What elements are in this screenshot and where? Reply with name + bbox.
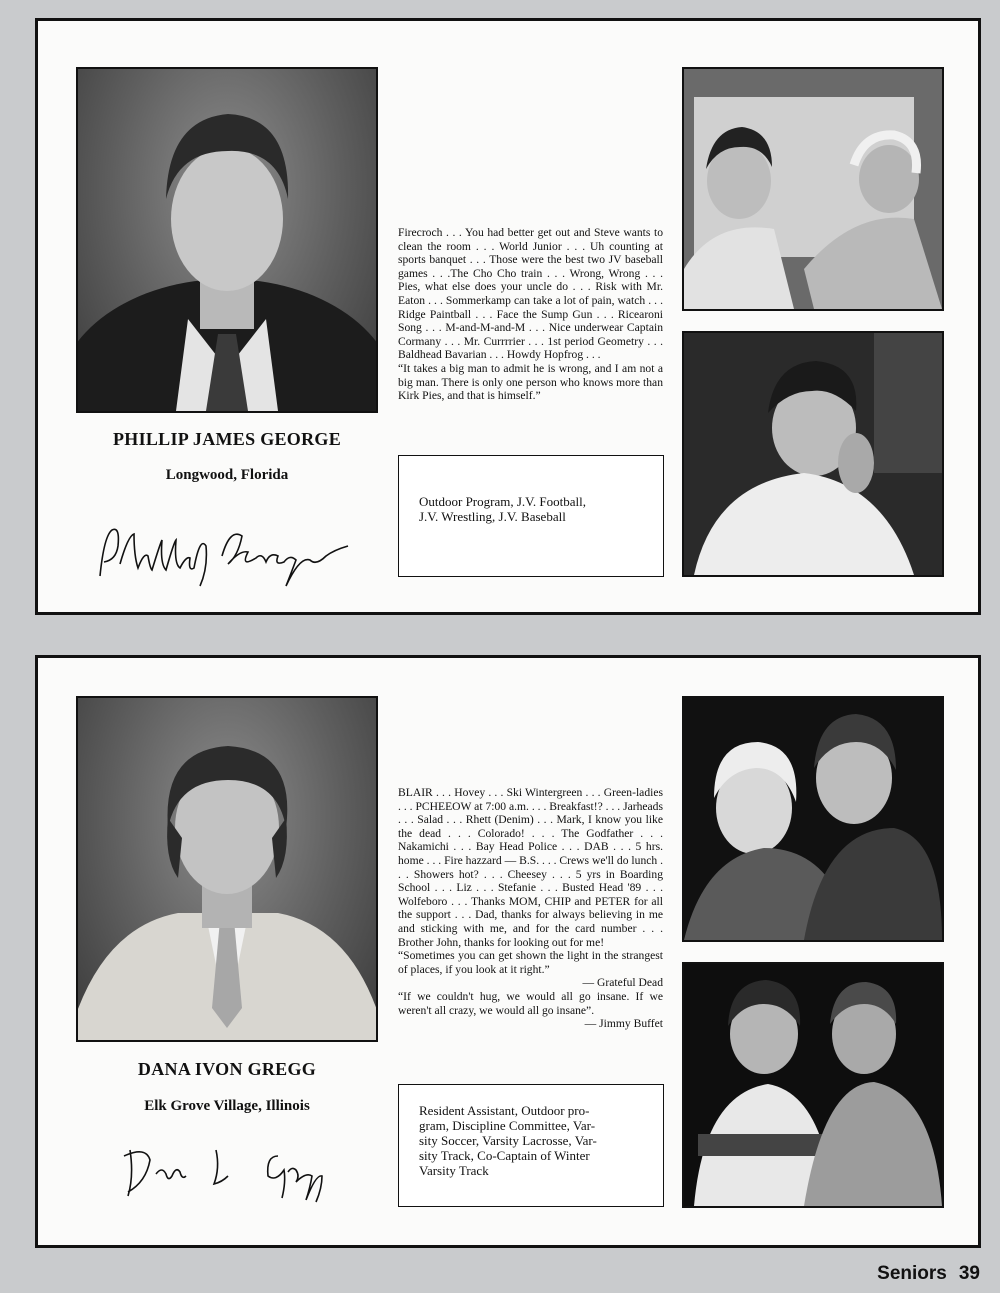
page-footer bbox=[877, 1263, 980, 1285]
senior-name: PHILLIP JAMES GEORGE bbox=[112, 429, 342, 449]
senior-portrait-photo bbox=[76, 696, 378, 1042]
senior-activities-box bbox=[398, 455, 664, 577]
senior-panel-gregg bbox=[35, 655, 981, 1248]
activities-line: sity Soccer, Varsity Lacrosse, Var- bbox=[419, 1133, 597, 1148]
activities-line: Resident Assistant, Outdoor pro- bbox=[419, 1103, 590, 1118]
page-number: 39 bbox=[958, 1263, 980, 1284]
senior-quote-paragraph: Firecroch . . . You had better get out and Steve wants to clean the room . . . World Junior . . . Uh counting at sports banquet . . . Those were the best two JV baseball games . . .The Cho Cho train . . . Wrong, Wrong . . . Pies, what else does your uncle do . . . Risk with Mr. Eaton . . . Sommerkamp can take a lot of pain, watch . . . Ridge Paintball . . . Face the Sump Gun . . . Ricearoni Song . . . M-and-M-and-M . . . Nice underwear Captain Cormany . . . Mr. Currrrier . . . 1st period Geometry . . . Baldhead Bavarian . . . Howdy Hopfrog . . . bbox=[398, 226, 663, 362]
senior-signature bbox=[116, 1136, 356, 1206]
senior-quote-attribution: — Jimmy Buffet bbox=[584, 1017, 663, 1031]
candid-photo-top bbox=[682, 696, 944, 942]
activities-line: Outdoor Program, J.V. Football, bbox=[419, 494, 586, 509]
activities-line: sity Track, Co-Captain of Winter bbox=[419, 1148, 590, 1163]
activities-line: Varsity Track bbox=[419, 1163, 489, 1178]
senior-panel-george bbox=[35, 18, 981, 615]
senior-quote-paragraph: “Sometimes you can get shown the light in the strangest of places, if you look at it right.” bbox=[398, 949, 663, 976]
senior-quote-block bbox=[398, 786, 663, 1031]
senior-portrait-photo bbox=[76, 67, 378, 413]
senior-hometown: Longwood, Florida bbox=[165, 467, 289, 483]
senior-activities-box bbox=[398, 1084, 664, 1207]
senior-quote-block bbox=[398, 226, 663, 403]
senior-quote-paragraph: BLAIR . . . Hovey . . . Ski Wintergreen . . . Green-ladies . . . PCHEEOW at 7:00 a.m. . . . Breakfast!? . . . Jarheads . . . Salad . . . Rhett (Denim) . . . Mark, I know you like the dead . . . Colorado! . . . The Godfather . . . Nakamichi . . . Bay Head Police . . . DAB . . . 5 hrs. home . . . Fire hazzard — B.S. . . . Crews we'll do lunch . . . Showers hot? . . . Cheesey . . . 5 yrs in Boarding School . . . Liz . . . Stefanie . . . Busted Head '89 . . . Wolfeboro . . . Thanks MOM, CHIP and PETER for all the support . . . Dad, thanks for always believing in me and sticking with me, and for the card number . . . Brother John, thanks for looking out for me! bbox=[398, 786, 663, 949]
candid-photo-bottom bbox=[682, 962, 944, 1208]
activities-line: J.V. Wrestling, J.V. Baseball bbox=[419, 509, 566, 524]
senior-quote-attribution: — Grateful Dead bbox=[582, 976, 663, 990]
senior-quote-paragraph: “It takes a big man to admit he is wrong, and I am not a big man. There is only one person who knows more than Kirk Pies, and that is himself.” bbox=[398, 361, 663, 403]
senior-hometown: Elk Grove Village, Illinois bbox=[144, 1098, 310, 1114]
section-label: Seniors bbox=[877, 1263, 947, 1284]
candid-photo-top bbox=[682, 67, 944, 311]
activities-line: gram, Discipline Committee, Var- bbox=[419, 1118, 596, 1133]
candid-photo-bottom bbox=[682, 331, 944, 577]
senior-name: DANA IVON GREGG bbox=[137, 1059, 317, 1079]
senior-quote-paragraph: “If we couldn't hug, we would all go insane. If we weren't all crazy, we would all go insane”. bbox=[398, 989, 663, 1017]
senior-signature bbox=[90, 516, 350, 596]
